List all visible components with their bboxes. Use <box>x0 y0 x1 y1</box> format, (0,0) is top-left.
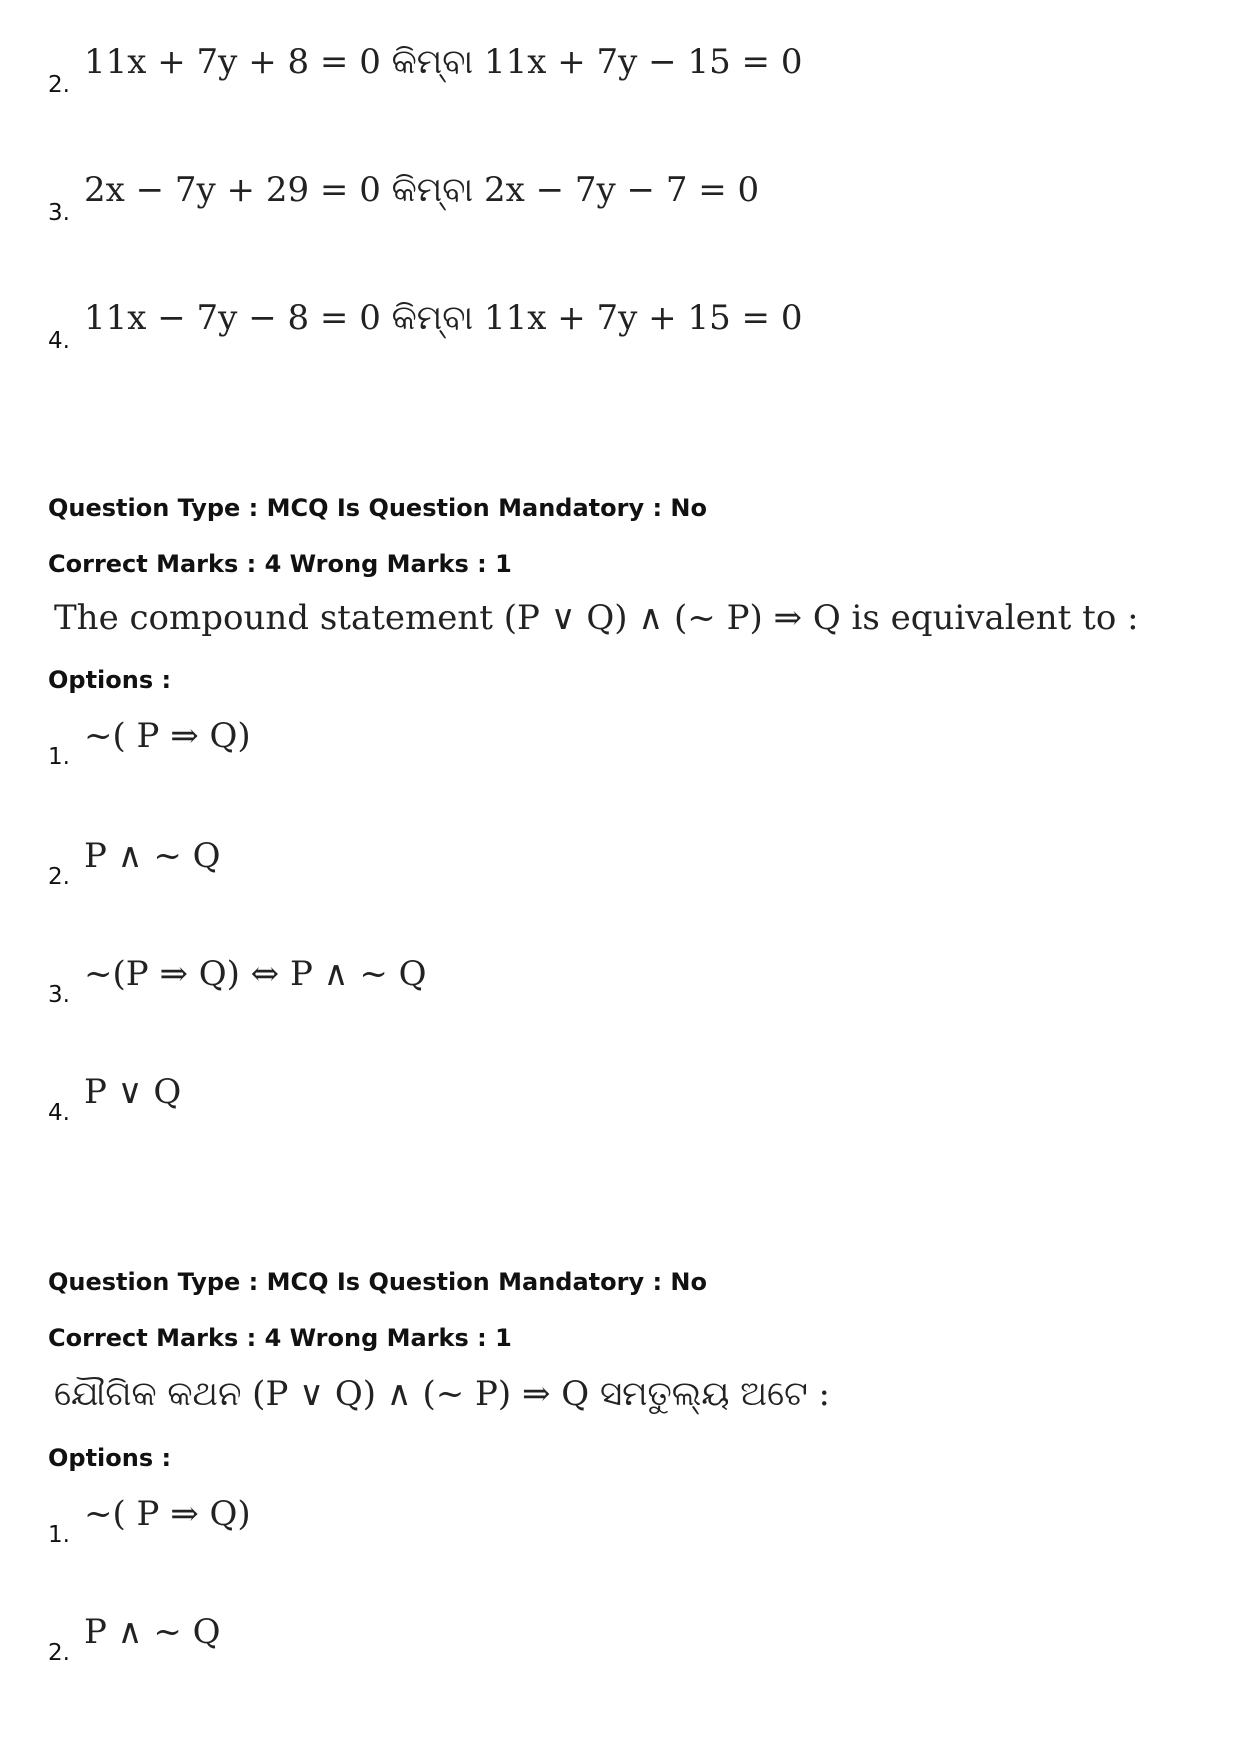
options-label: Options : <box>48 666 172 694</box>
option-expression: 11x − 7y − 8 = 0 କିମ୍ବା 11x + 7y + 15 = 0 <box>84 298 803 338</box>
option-number: 1. <box>48 1522 70 1548</box>
question-type-line: Question Type : MCQ Is Question Mandatory : No <box>48 1268 707 1296</box>
marks-line: Correct Marks : 4 Wrong Marks : 1 <box>48 1324 512 1352</box>
option-expression: ~( P ⇒ Q) <box>84 716 251 756</box>
option-expression: ~(P ⇒ Q) ⇔ P ∧ ~ Q <box>84 954 427 994</box>
question-stem: The compound statement (P ∨ Q) ∧ (~ P) ⇒ Q is equivalent to : <box>54 598 1139 638</box>
option-number: 2. <box>48 864 70 890</box>
options-label: Options : <box>48 1444 172 1472</box>
question-stem: ଯୌଗିକ କଥନ (P ∨ Q) ∧ (~ P) ⇒ Q ସମତୁଲ୍ୟ ଅଟେ : <box>54 1374 830 1414</box>
option-number: 2. <box>48 1640 70 1666</box>
option-expression: P ∧ ~ Q <box>84 1612 221 1652</box>
option-number: 4. <box>48 328 70 354</box>
option-number: 1. <box>48 744 70 770</box>
option-number: 4. <box>48 1100 70 1126</box>
option-number: 2. <box>48 72 70 98</box>
option-expression: P ∧ ~ Q <box>84 836 221 876</box>
option-expression: ~( P ⇒ Q) <box>84 1494 251 1534</box>
option-number: 3. <box>48 982 70 1008</box>
option-expression: P ∨ Q <box>84 1072 182 1112</box>
option-number: 3. <box>48 200 70 226</box>
option-expression: 11x + 7y + 8 = 0 କିମ୍ବା 11x + 7y − 15 = 0 <box>84 42 803 82</box>
question-type-line: Question Type : MCQ Is Question Mandatory : No <box>48 494 707 522</box>
option-expression: 2x − 7y + 29 = 0 କିମ୍ବା 2x − 7y − 7 = 0 <box>84 170 760 210</box>
marks-line: Correct Marks : 4 Wrong Marks : 1 <box>48 550 512 578</box>
